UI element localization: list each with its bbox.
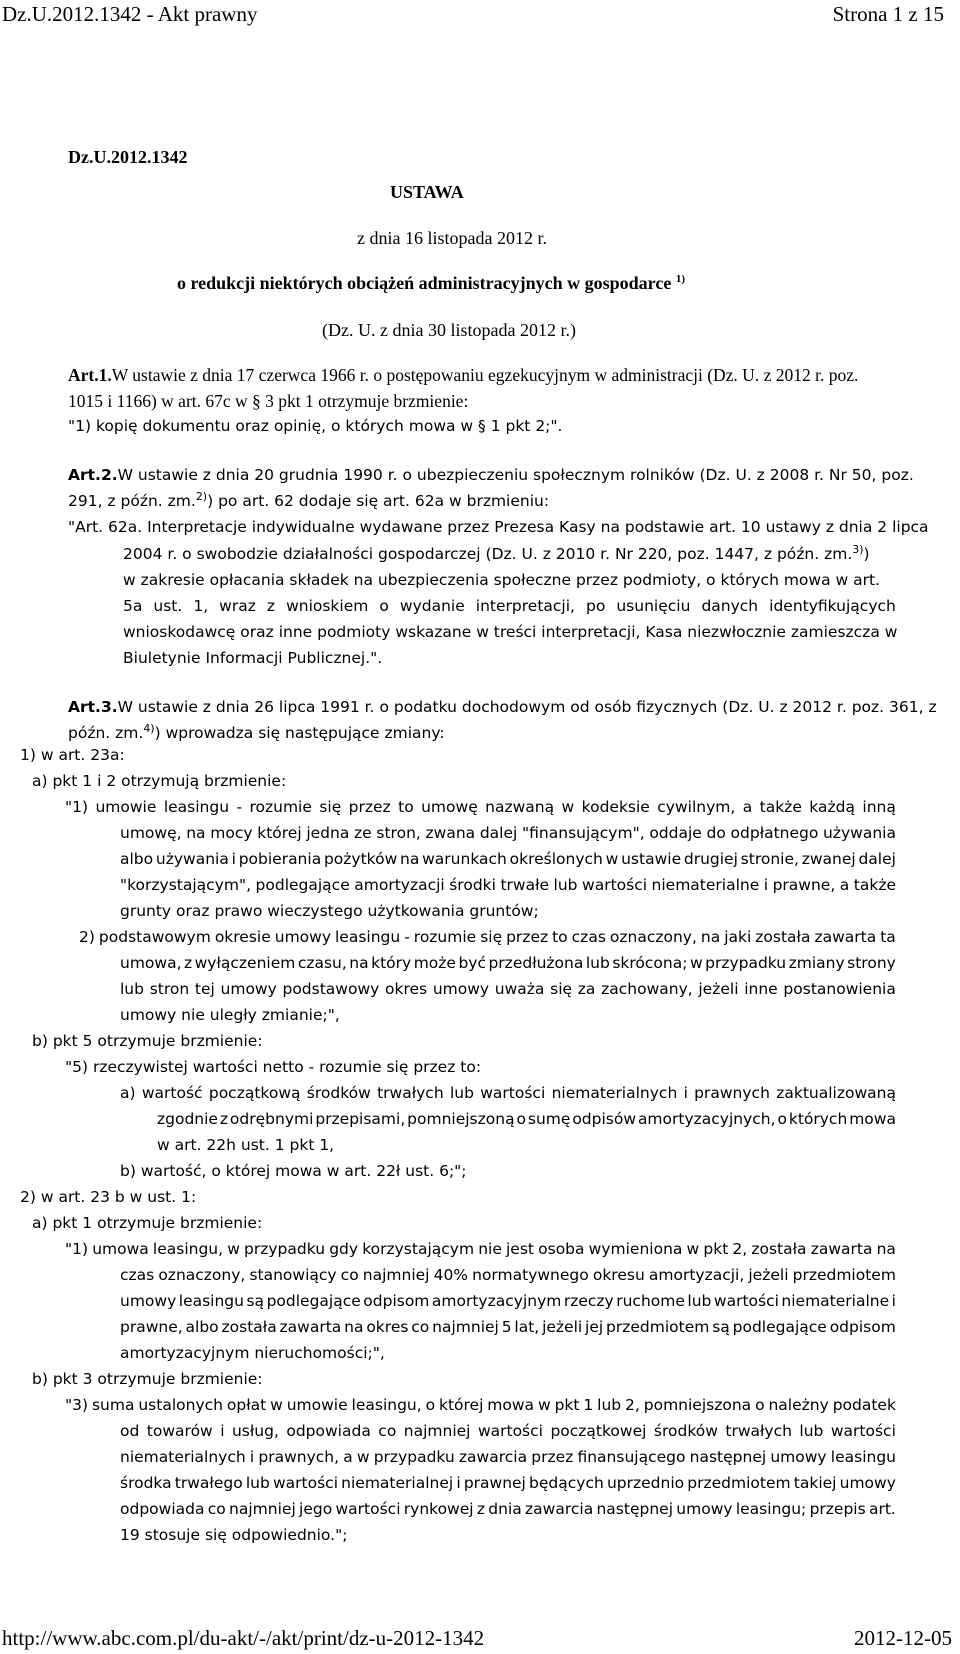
q1-line-5: grunty oraz prawo wieczystego użytkowania gruntów; xyxy=(120,902,539,920)
act-title-text: o redukcji niektórych obciążeń administracyjnych w gospodarce xyxy=(177,273,672,293)
art2-line-2: 291, z późn. zm.$^{2)}$) po art. 62 dodaje się art. 62a w brzmieniu: xyxy=(68,489,550,510)
footnote-ref: 1) xyxy=(675,273,685,285)
art1-line-1: Art.1.W ustawie z dnia 17 czerwca 1966 r. o postępowaniu egzekucyjnym w administracji (Dz. U. z 2012 r. poz. xyxy=(68,365,859,385)
r3-line-3: niematerialnych i prawnych, a w przypadku zawarcia przez finansującego następnej umowy leasingu xyxy=(120,1448,896,1466)
point-2: 2) w art. 23 b w ust. 1: xyxy=(20,1188,197,1206)
art1-line-2: 1015 i 1166) w art. 67c w § 3 pkt 1 otrzymuje brzmienie: xyxy=(68,391,469,411)
q2-line-4: umowy nie uległy zmianie;", xyxy=(120,1006,340,1024)
q2-line-2: umowa, z wyłączeniem czasu, na który może być przedłużona lub skrócona; w przypadku zmiany strony xyxy=(120,954,896,972)
art2-line-3: "Art. 62a. Interpretacje indywidualne wydawane przez Prezesa Kasy na podstawie art. 10 ustawy z dnia 2 lipca xyxy=(68,518,929,536)
point-1a: a) pkt 1 i 2 otrzymują brzmienie: xyxy=(32,772,287,790)
print-footer-url: http://www.abc.com.pl/du-akt/-/akt/print/dz-u-2012-1342 xyxy=(2,1626,485,1650)
art1-quote: "1) kopię dokumentu oraz opinię, o których mowa w § 1 pkt 2;". xyxy=(68,417,563,435)
art2-line-8: Biuletynie Informacji Publicznej.". xyxy=(123,649,383,667)
q5a-line-3: w art. 22h ust. 1 pkt 1, xyxy=(157,1136,335,1154)
q5a-line-2: zgodnie z odrębnymi przepisami, pomniejszoną o sumę odpisów amortyzacyjnych, o których mowa xyxy=(157,1110,896,1128)
footnote-ref: 4) xyxy=(143,721,155,735)
r3-line-2: od towarów i usług, odpowiada co najmniej wartości początkowej środków trwałych lub wartości xyxy=(120,1422,896,1440)
art1-label: Art.1. xyxy=(68,365,112,385)
r3-line-5: odpowiada co najmniej jego wartości rynkowej z dnia zawarcia następnej umowy leasingu; przepis art. xyxy=(120,1500,896,1518)
art2-line-1: Art.2.W ustawie z dnia 20 grudnia 1990 r. o ubezpieczeniu społecznym rolników (Dz. U. z 2008 r. Nr 50, poz. xyxy=(68,466,914,484)
point-1: 1) w art. 23a: xyxy=(20,746,125,764)
q1-line-1: "1) umowie leasingu - rozumie się przez to umowę nazwaną w kodeksie cywilnym, a także każdą inną xyxy=(65,798,896,816)
act-type: USTAWA xyxy=(390,182,464,202)
q2-line-1: 2) podstawowym okresie umowy leasingu - rozumie się przez to czas oznaczony, na jaki została zawarta ta xyxy=(79,928,896,946)
art2-line-5: w zakresie opłacania składek na ubezpieczenia społeczne przez podmioty, o których mowa w art. xyxy=(123,571,880,589)
r1-line-2: czas oznaczony, stanowiący co najmniej 40% normatywnego okresu amortyzacji, jeżeli przedmiotem xyxy=(120,1266,896,1284)
q5-line: "5) rzeczywistej wartości netto - rozumie się przez to: xyxy=(65,1058,482,1076)
footnote-ref: 3) xyxy=(852,542,864,556)
r3-line-4: środka trwałego lub wartości niematerialnej i prawnej będących uprzednio przedmiotem takiej umowy xyxy=(120,1474,896,1492)
q1-line-4: "korzystającym", podlegające amortyzacji środki trwałe lub wartości niematerialne i prawne, a także xyxy=(120,876,896,894)
print-header-page: Strona 1 z 15 xyxy=(832,2,944,26)
publication-note: (Dz. U. z dnia 30 listopada 2012 r.) xyxy=(322,320,576,340)
q2-line-3: lub stron tej umowy podstawowy okres umowy uważa się za zachowany, jeżeli inne postanowienia xyxy=(120,980,896,998)
art3-line-2: późn. zm.$^{4)}$) wprowadza się następujące zmiany: xyxy=(68,721,445,742)
q5a-line-1: a) wartość początkową środków trwałych lub wartości niematerialnych i prawnych zaktualizowaną xyxy=(120,1084,896,1102)
act-date: z dnia 16 listopada 2012 r. xyxy=(357,228,547,248)
r1-line-3: umowy leasingu są podlegające odpisom amortyzacyjnym rzeczy ruchome lub wartości niematerialne i xyxy=(120,1292,896,1310)
art3-label: Art.3. xyxy=(68,698,118,716)
r1-line-1: "1) umowa leasingu, w przypadku gdy korzystającym nie jest osoba wymieniona w pkt 2, została zawarta na xyxy=(65,1240,896,1258)
print-footer-date: 2012-12-05 xyxy=(854,1626,952,1650)
art2-line-4: 2004 r. o swobodzie działalności gospodarczej (Dz. U. z 2010 r. Nr 220, poz. 1447, z późn. zm.$^{3)}$) xyxy=(123,542,870,563)
r3-line-1: "3) suma ustalonych opłat w umowie leasingu, o której mowa w pkt 1 lub 2, pomniejszona o należny podatek xyxy=(65,1396,896,1414)
q5b-line: b) wartość, o której mowa w art. 22ł ust. 6;"; xyxy=(120,1162,467,1180)
r1-line-4: prawne, albo została zawarta na okres co najmniej 5 lat, jeżeli jej przedmiotem są podlegające odpisom xyxy=(120,1318,896,1336)
r1-line-5: amortyzacyjnym nieruchomości;", xyxy=(120,1344,385,1362)
art2-line-7: wnioskodawcę oraz inne podmioty wskazane w treści interpretacji, Kasa niezwłocznie zamieszcza w xyxy=(123,623,898,641)
act-title xyxy=(177,273,685,294)
q1-line-2: umowę, na mocy której jedna ze stron, zwana dalej "finansującym", oddaje do odpłatnego używania xyxy=(120,824,896,842)
art2-label: Art.2. xyxy=(68,466,118,484)
print-header-title: Dz.U.2012.1342 - Akt prawny xyxy=(2,2,258,26)
footnote-ref: 2) xyxy=(195,489,208,503)
art2-line-6: 5a ust. 1, wraz z wnioskiem o wydanie interpretacji, po usunięciu danych identyfikujących xyxy=(123,597,896,615)
point-2b: b) pkt 3 otrzymuje brzmienie: xyxy=(32,1370,263,1388)
point-1b: b) pkt 5 otrzymuje brzmienie: xyxy=(32,1032,263,1050)
point-2a: a) pkt 1 otrzymuje brzmienie: xyxy=(32,1214,263,1232)
document-code: Dz.U.2012.1342 xyxy=(68,147,188,167)
q1-line-3: albo używania i pobierania pożytków na warunkach określonych w ustawie drugiej stronie, zwanej dalej xyxy=(120,850,896,868)
art3-line-1: Art.3.W ustawie z dnia 26 lipca 1991 r. o podatku dochodowym od osób fizycznych (Dz. U. z 2012 r. poz. 361, z xyxy=(68,698,937,716)
r3-line-6: 19 stosuje się odpowiednio."; xyxy=(120,1526,348,1544)
